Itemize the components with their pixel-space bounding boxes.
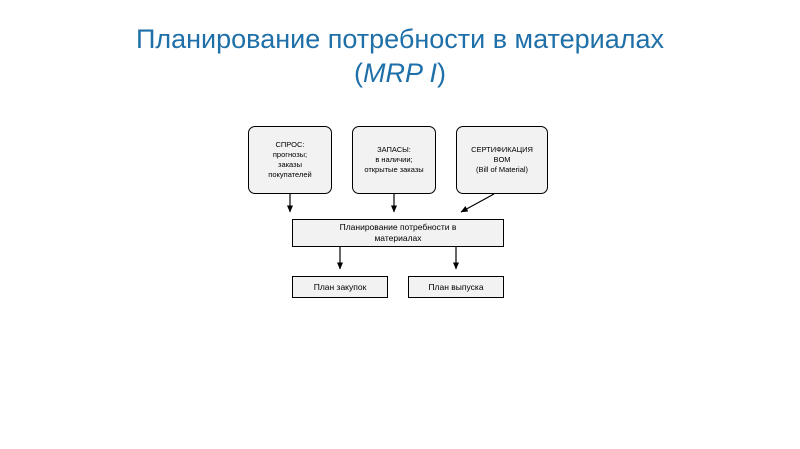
node-release-plan-label: План выпуска [428,282,484,292]
node-purchase-plan [292,276,388,298]
node-purchase-plan-label: План закупок [313,282,367,292]
title-mrp-label: MRP I [363,58,437,88]
node-mrp-planning-label: Планирование потребности в материалах [339,222,457,243]
node-bom [456,126,548,194]
mrp-flow-diagram [248,126,560,311]
title-paren-close: ) [437,58,446,88]
node-bom-label: СЕРТИФИКАЦИЯ BOM (Bill of Material) [471,145,533,174]
title-paren-open: ( [354,58,363,88]
title-line-1: Планирование потребности в материалах [135,24,665,54]
node-mrp-planning [292,219,504,247]
node-release-plan [408,276,504,298]
node-demand-label: СПРОС: прогнозы; заказы покупателей [268,140,312,179]
node-stock-label: ЗАПАСЫ: в наличии; открытые заказы [364,145,424,174]
node-stock [352,126,436,194]
page-title [40,22,760,90]
node-demand [248,126,332,194]
